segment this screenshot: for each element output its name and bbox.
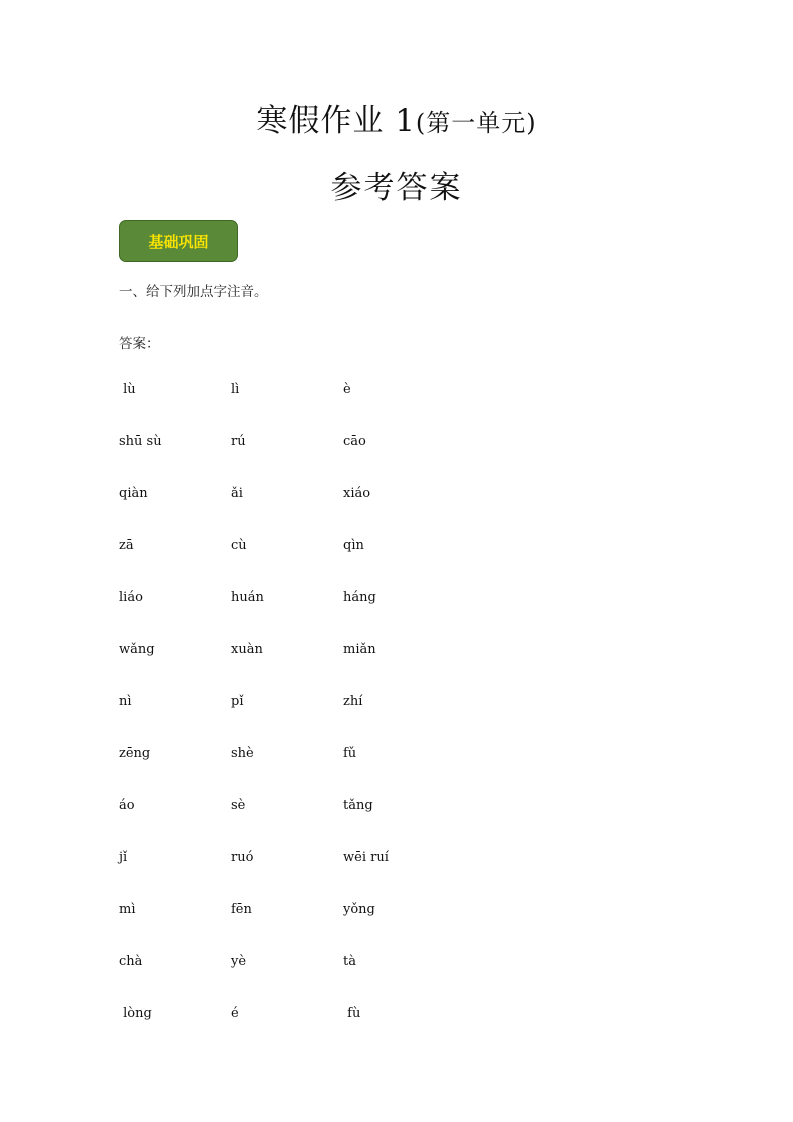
pinyin-answer: é bbox=[231, 1006, 239, 1021]
pinyin-answer: lì bbox=[231, 382, 240, 397]
pinyin-answer: yè bbox=[231, 954, 247, 969]
pinyin-answer: wǎng bbox=[119, 642, 155, 657]
pinyin-answer: huán bbox=[231, 590, 264, 605]
pinyin-answer: mì bbox=[119, 902, 136, 917]
pinyin-answer: zēng bbox=[119, 746, 151, 761]
pinyin-answer: sè bbox=[231, 798, 246, 813]
pinyin-answer: yǒng bbox=[343, 902, 375, 917]
pinyin-answer: zā bbox=[119, 538, 134, 553]
pinyin-answer: fēn bbox=[231, 902, 252, 917]
pinyin-answer: jǐ bbox=[119, 850, 128, 865]
pinyin-answer: è bbox=[343, 382, 351, 397]
pinyin-answer: xuàn bbox=[231, 642, 263, 657]
answer-label: 答案： bbox=[119, 336, 160, 352]
pinyin-answer: pǐ bbox=[231, 694, 244, 709]
title-unit: (第一单元) bbox=[415, 109, 537, 137]
pinyin-answer: ǎi bbox=[231, 486, 243, 501]
pinyin-answer: háng bbox=[343, 590, 376, 605]
pinyin-answer: rú bbox=[231, 434, 246, 449]
pinyin-answer: wēi ruí bbox=[343, 850, 389, 865]
section-badge: 基础巩固 bbox=[119, 220, 238, 262]
pinyin-answer: chà bbox=[119, 954, 143, 969]
pinyin-answer: nì bbox=[119, 694, 132, 709]
pinyin-answer: qiàn bbox=[119, 486, 148, 501]
pinyin-answer: zhí bbox=[343, 694, 363, 709]
pinyin-answer: qìn bbox=[343, 538, 364, 553]
pinyin-answer: cāo bbox=[343, 434, 366, 449]
pinyin-answer: xiáo bbox=[343, 486, 371, 501]
pinyin-answer: fù bbox=[343, 1006, 361, 1021]
question-text: 一、给下列加点字注音。 bbox=[119, 284, 268, 300]
pinyin-answer: shè bbox=[231, 746, 254, 761]
pinyin-answer: shū sù bbox=[119, 434, 162, 449]
pinyin-answer: cù bbox=[231, 538, 247, 553]
pinyin-answer: tà bbox=[343, 954, 356, 969]
pinyin-answer: fǔ bbox=[343, 746, 357, 761]
pinyin-answer: miǎn bbox=[343, 642, 376, 657]
pinyin-answer: ruó bbox=[231, 850, 254, 865]
pinyin-answer: lù bbox=[119, 382, 136, 397]
pinyin-answer: tǎng bbox=[343, 798, 373, 813]
pinyin-answer: liáo bbox=[119, 590, 143, 605]
pinyin-answer: lòng bbox=[119, 1006, 152, 1021]
title-main: 寒假作业 1 bbox=[256, 103, 416, 139]
page-subtitle: 参考答案 bbox=[330, 170, 463, 206]
pinyin-answer: áo bbox=[119, 798, 135, 813]
